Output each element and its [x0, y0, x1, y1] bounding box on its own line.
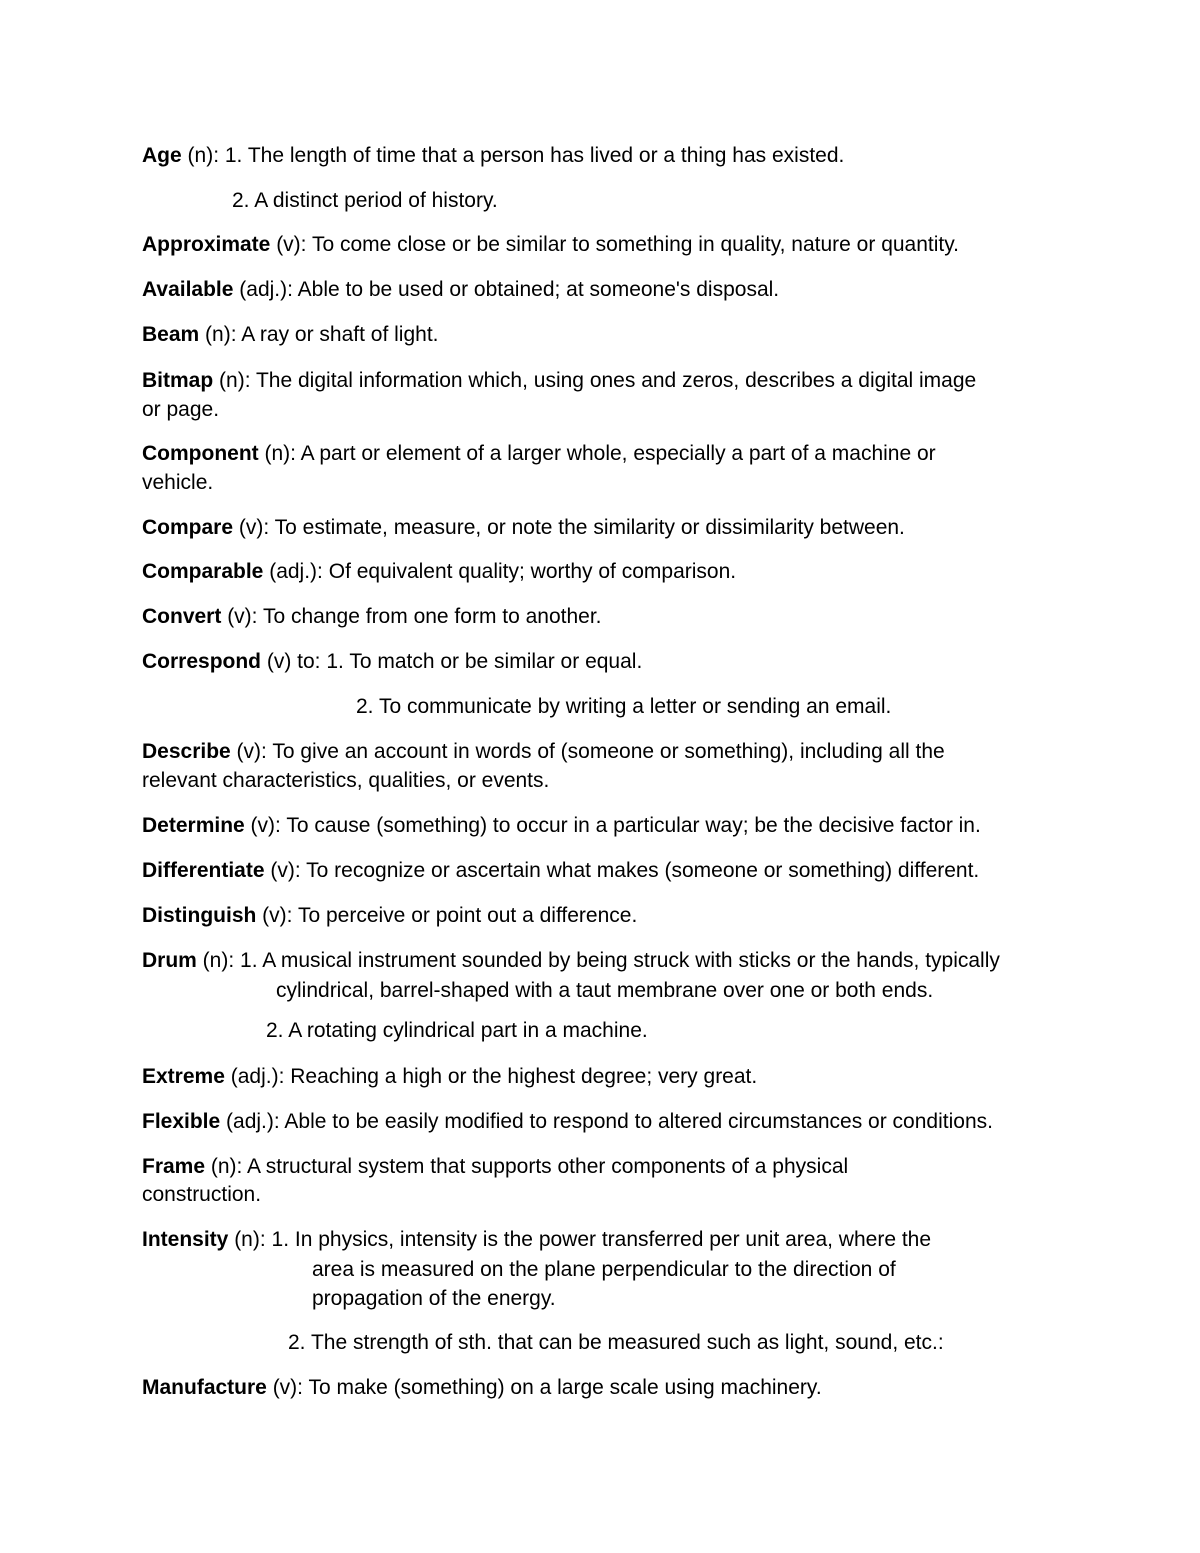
term: Correspond — [142, 650, 262, 673]
definition: To come close or be similar to something in quality, nature or quantity. — [311, 233, 960, 256]
definition: The digital information which, using ones and zeros, describes a digital image — [255, 369, 977, 392]
part-of-speech: (adj.): — [263, 560, 329, 583]
definition: Able to be easily modified to respond to altered circumstances or conditions. — [284, 1110, 993, 1133]
entry-comparable — [142, 557, 736, 587]
entry-convert — [142, 602, 602, 632]
part-of-speech: (v): — [244, 814, 287, 837]
entry-approximate — [142, 230, 959, 260]
entry-intensity — [142, 1225, 931, 1255]
term: Determine — [142, 814, 245, 837]
entry-extreme — [142, 1062, 757, 1092]
definition: To cause (something) to occur in a particular way; be the decisive factor in. — [286, 814, 981, 837]
term: Distinguish — [142, 904, 257, 927]
entry-available — [142, 275, 779, 305]
definition-continuation: vehicle. — [142, 471, 214, 494]
definition: To give an account in words of (someone or something), including all the — [272, 740, 945, 763]
part-of-speech: (v): — [264, 859, 307, 882]
definition-continuation: or page. — [142, 398, 220, 421]
part-of-speech: (n): — [258, 442, 301, 465]
definition-continuation: 2. The strength of sth. that can be measured such as light, sound, etc.: — [288, 1331, 944, 1354]
term: Differentiate — [142, 859, 265, 882]
part-of-speech: (v): — [233, 516, 275, 539]
term: Flexible — [142, 1110, 221, 1133]
entry-determine — [142, 811, 981, 841]
part-of-speech: (n): — [213, 369, 256, 392]
definition: 1. A musical instrument sounded by being struck with sticks or the hands, typically — [240, 949, 1000, 972]
part-of-speech: (v): — [266, 1376, 309, 1399]
term: Intensity — [142, 1228, 229, 1251]
part-of-speech: (v): — [256, 904, 298, 927]
entry-correspond — [142, 647, 642, 677]
part-of-speech: (n): — [181, 144, 225, 167]
definition-continuation: 2. To communicate by writing a letter or sending an email. — [356, 695, 892, 718]
definition: Of equivalent quality; worthy of comparison. — [328, 560, 737, 583]
part-of-speech: (v): — [221, 605, 263, 628]
term: Bitmap — [142, 369, 214, 392]
term: Manufacture — [142, 1376, 267, 1399]
term: Comparable — [142, 560, 264, 583]
definition: To recognize or ascertain what makes (someone or something) different. — [306, 859, 980, 882]
definition: A ray or shaft of light. — [241, 323, 439, 346]
definition-continuation: relevant characteristics, qualities, or events. — [142, 769, 550, 792]
definition: To change from one form to another. — [262, 605, 602, 628]
term: Compare — [142, 516, 234, 539]
part-of-speech: (v) to: — [261, 650, 327, 673]
definition: A structural system that supports other components of a physical — [247, 1155, 849, 1178]
term: Extreme — [142, 1065, 225, 1088]
definition: A part or element of a larger whole, especially a part of a machine or — [300, 442, 936, 465]
definition: To perceive or point out a difference. — [297, 904, 638, 927]
term: Age — [142, 144, 182, 167]
definition: 1. The length of time that a person has lived or a thing has existed. — [224, 144, 845, 167]
part-of-speech: (n): — [196, 949, 241, 972]
term: Drum — [142, 949, 197, 972]
term: Frame — [142, 1155, 206, 1178]
definition-continuation: 2. A rotating cylindrical part in a machine. — [266, 1019, 648, 1042]
definition: To estimate, measure, or note the similarity or dissimilarity between. — [274, 516, 905, 539]
entry-differentiate — [142, 856, 979, 886]
definition-continuation: area is measured on the plane perpendicular to the direction of — [312, 1258, 896, 1281]
part-of-speech: (n): — [199, 323, 242, 346]
part-of-speech: (v): — [270, 233, 312, 256]
term: Convert — [142, 605, 222, 628]
entry-bitmap — [142, 366, 976, 396]
term: Approximate — [142, 233, 271, 256]
entry-beam — [142, 320, 438, 350]
part-of-speech: (adj.): — [233, 278, 298, 301]
definition: 1. In physics, intensity is the power transferred per unit area, where the — [271, 1228, 932, 1251]
part-of-speech: (adj.): — [220, 1110, 285, 1133]
part-of-speech: (v): — [230, 740, 273, 763]
definition-continuation: propagation of the energy. — [312, 1287, 556, 1310]
definition-continuation: cylindrical, barrel-shaped with a taut membrane over one or both ends. — [276, 979, 934, 1002]
definition: Able to be used or obtained; at someone's disposal. — [297, 278, 780, 301]
term: Beam — [142, 323, 200, 346]
term: Available — [142, 278, 234, 301]
entry-age — [142, 141, 844, 171]
entry-compare — [142, 513, 905, 543]
entry-flexible — [142, 1107, 993, 1137]
entry-frame — [142, 1152, 848, 1182]
definition: To make (something) on a large scale using machinery. — [308, 1376, 822, 1399]
definition: Reaching a high or the highest degree; very great. — [290, 1065, 758, 1088]
definition: 1. To match or be similar or equal. — [326, 650, 643, 673]
entry-describe — [142, 737, 945, 767]
definition-continuation: construction. — [142, 1183, 262, 1206]
term: Component — [142, 442, 259, 465]
term: Describe — [142, 740, 231, 763]
definition-continuation: 2. A distinct period of history. — [232, 189, 498, 212]
entry-drum — [142, 946, 1000, 976]
entry-distinguish — [142, 901, 637, 931]
part-of-speech: (n): — [228, 1228, 272, 1251]
part-of-speech: (n): — [205, 1155, 248, 1178]
entry-manufacture — [142, 1373, 822, 1403]
part-of-speech: (adj.): — [224, 1065, 291, 1088]
entry-component — [142, 439, 936, 469]
